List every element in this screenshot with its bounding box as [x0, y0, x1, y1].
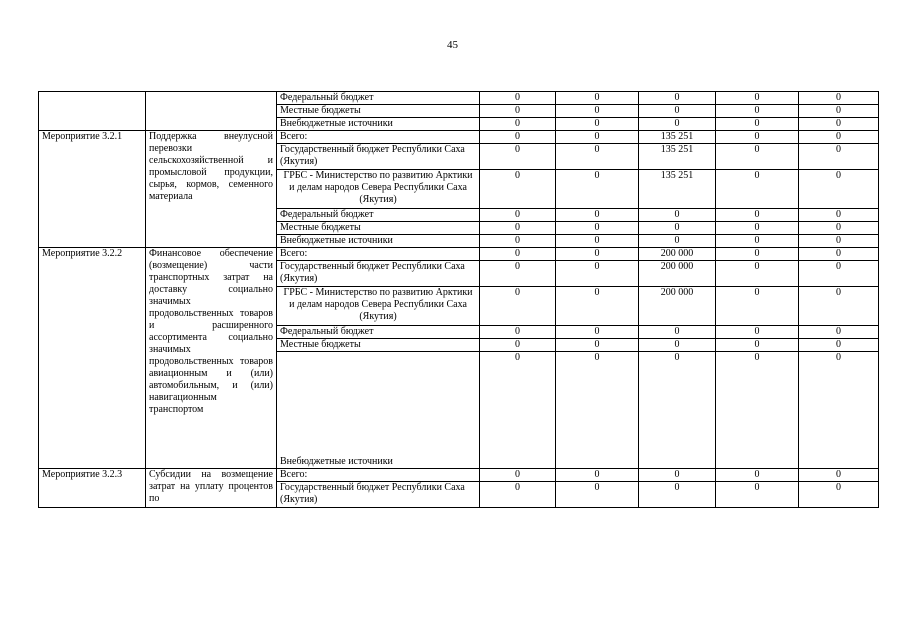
- value-cell: 0: [639, 352, 716, 469]
- value-cell: 0: [716, 248, 799, 261]
- funding-source: Всего:: [277, 248, 480, 261]
- value-cell: 0: [480, 352, 556, 469]
- value-cell: 0: [716, 105, 799, 118]
- funding-source: Всего:: [277, 469, 480, 482]
- value-cell: 0: [556, 339, 639, 352]
- value-cell: 0: [716, 482, 799, 508]
- value-cell: 0: [480, 131, 556, 144]
- value-cell: 0: [639, 222, 716, 235]
- value-cell: 0: [799, 144, 879, 170]
- funding-source: ГРБС - Министерство по развитию Арктики и делам народов Севера Республики Саха (Якутия): [277, 170, 480, 209]
- value-cell: 0: [716, 92, 799, 105]
- value-cell: 135 251: [639, 131, 716, 144]
- funding-source: Местные бюджеты: [277, 105, 480, 118]
- value-cell: 0: [480, 92, 556, 105]
- table-row: [39, 248, 879, 261]
- value-cell: 0: [639, 209, 716, 222]
- activity-description: [146, 92, 277, 131]
- value-cell: 0: [716, 339, 799, 352]
- value-cell: 0: [480, 118, 556, 131]
- value-cell: 0: [556, 261, 639, 287]
- funding-source: Федеральный бюджет: [277, 92, 480, 105]
- funding-source: Внебюджетные источники: [277, 352, 480, 469]
- value-cell: 0: [716, 131, 799, 144]
- value-cell: 0: [799, 326, 879, 339]
- value-cell: 0: [556, 92, 639, 105]
- value-cell: 0: [639, 105, 716, 118]
- value-cell: 0: [480, 222, 556, 235]
- activity-description: Поддержка внеулусной перевозки сельскохозяйственной и промысловой продукции, сырья, кормов, семенного материала: [146, 131, 277, 248]
- value-cell: 0: [480, 326, 556, 339]
- value-cell: 135 251: [639, 144, 716, 170]
- value-cell: 0: [799, 248, 879, 261]
- funding-source: Государственный бюджет Республики Саха (Якутия): [277, 482, 480, 508]
- value-cell: 0: [799, 105, 879, 118]
- value-cell: 200 000: [639, 261, 716, 287]
- value-cell: 0: [556, 144, 639, 170]
- value-cell: 0: [716, 469, 799, 482]
- value-cell: 0: [716, 261, 799, 287]
- value-cell: 0: [480, 170, 556, 209]
- table-row: [39, 469, 879, 482]
- value-cell: 0: [716, 235, 799, 248]
- value-cell: 0: [799, 92, 879, 105]
- funding-source: Внебюджетные источники: [277, 235, 480, 248]
- activity-description: Субсидии на возмещение затрат на уплату процентов по: [146, 469, 277, 508]
- activity-code: Мероприятие 3.2.3: [39, 469, 146, 508]
- value-cell: 0: [799, 469, 879, 482]
- page-number: 45: [447, 39, 458, 51]
- value-cell: 0: [556, 469, 639, 482]
- value-cell: 0: [639, 469, 716, 482]
- value-cell: 0: [480, 209, 556, 222]
- value-cell: 0: [556, 118, 639, 131]
- activity-code: [39, 92, 146, 131]
- value-cell: 0: [556, 482, 639, 508]
- funding-source: Федеральный бюджет: [277, 209, 480, 222]
- funding-source: Федеральный бюджет: [277, 326, 480, 339]
- value-cell: 0: [716, 170, 799, 209]
- value-cell: 0: [556, 287, 639, 326]
- value-cell: 0: [480, 261, 556, 287]
- value-cell: 200 000: [639, 287, 716, 326]
- value-cell: 0: [799, 170, 879, 209]
- activity-description: Финансовое обеспечение (возмещение) части транспортных затрат на доставку социально значимых продовольственных товаров и расширенного ассортимента социально значимых продовольственных товаров авиационным и (или) автомобильным, и (или) навигационным транспортом: [146, 248, 277, 469]
- value-cell: 0: [556, 131, 639, 144]
- budget-table: [38, 91, 879, 508]
- funding-source: Всего:: [277, 131, 480, 144]
- value-cell: 0: [556, 326, 639, 339]
- value-cell: 0: [480, 248, 556, 261]
- value-cell: 0: [639, 118, 716, 131]
- value-cell: 0: [556, 105, 639, 118]
- value-cell: 135 251: [639, 170, 716, 209]
- value-cell: 0: [639, 482, 716, 508]
- value-cell: 0: [556, 209, 639, 222]
- funding-source: Государственный бюджет Республики Саха (Якутия): [277, 144, 480, 170]
- value-cell: 0: [799, 339, 879, 352]
- value-cell: 0: [799, 235, 879, 248]
- value-cell: 0: [716, 326, 799, 339]
- value-cell: 0: [556, 170, 639, 209]
- value-cell: 200 000: [639, 248, 716, 261]
- value-cell: 0: [716, 118, 799, 131]
- value-cell: 0: [799, 131, 879, 144]
- table-row: [39, 92, 879, 105]
- value-cell: 0: [716, 144, 799, 170]
- value-cell: 0: [480, 482, 556, 508]
- funding-source: ГРБС - Министерство по развитию Арктики и делам народов Севера Республики Саха (Якутия): [277, 287, 480, 326]
- value-cell: 0: [480, 235, 556, 248]
- value-cell: 0: [639, 92, 716, 105]
- value-cell: 0: [799, 287, 879, 326]
- value-cell: 0: [480, 469, 556, 482]
- value-cell: 0: [799, 118, 879, 131]
- value-cell: 0: [799, 261, 879, 287]
- value-cell: 0: [639, 326, 716, 339]
- value-cell: 0: [480, 287, 556, 326]
- value-cell: 0: [799, 222, 879, 235]
- value-cell: 0: [556, 352, 639, 469]
- value-cell: 0: [799, 352, 879, 469]
- value-cell: 0: [556, 235, 639, 248]
- value-cell: 0: [556, 248, 639, 261]
- activity-code: Мероприятие 3.2.1: [39, 131, 146, 248]
- value-cell: 0: [716, 287, 799, 326]
- value-cell: 0: [480, 144, 556, 170]
- value-cell: 0: [556, 222, 639, 235]
- value-cell: 0: [639, 339, 716, 352]
- value-cell: 0: [716, 352, 799, 469]
- value-cell: 0: [716, 222, 799, 235]
- value-cell: 0: [480, 105, 556, 118]
- funding-source: Внебюджетные источники: [277, 118, 480, 131]
- value-cell: 0: [639, 235, 716, 248]
- value-cell: 0: [799, 482, 879, 508]
- funding-source: Местные бюджеты: [277, 222, 480, 235]
- funding-source: Местные бюджеты: [277, 339, 480, 352]
- value-cell: 0: [480, 339, 556, 352]
- value-cell: 0: [799, 209, 879, 222]
- table-row: [39, 131, 879, 144]
- activity-code: Мероприятие 3.2.2: [39, 248, 146, 469]
- funding-source: Государственный бюджет Республики Саха (Якутия): [277, 261, 480, 287]
- value-cell: 0: [716, 209, 799, 222]
